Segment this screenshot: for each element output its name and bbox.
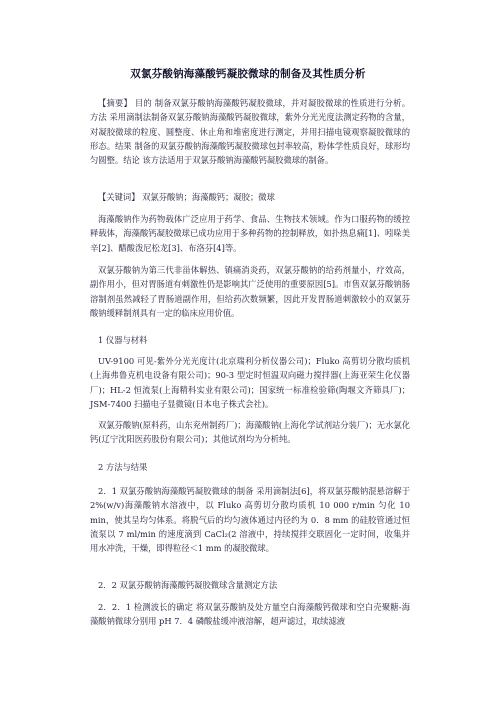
method-2-2-1-paragraph: 2．2．1 检测波长的确定 将双氯芬酸钠及处方量空白海藻酸钙微球和空白壳聚糖-海藻酸钠微球分别用 pH 7．4 磷酸盐缓冲液溶解，超声滤过，取续滤液 xyxy=(90,602,410,627)
materials-paragraph: 双氯芬酸钠(原料药，山东兖州制药厂)；海藻酸钠(上海化学试剂站分装厂)；无水氯化钙(辽宁沈阳医药股份有限公司)；其他试剂均为分析纯。 xyxy=(90,420,410,445)
instruments-paragraph: UV-9100 可见-紫外分光光度计(北京瑞利分析仪器公司)；Fluko 高剪切分散均质机(上海弗鲁克机电设备有限公司)；90-3 型定时恒温双向磁力搅拌器(上海亚荣生化仪器厂)；HL-2 恒流泵(上海精科实业有限公司)；国家统一标准检验筛(陶堰文齐筛具厂)；JSM-7400 扫描电子显微镜(日本电子株式会社)。 xyxy=(90,356,410,409)
intro-paragraph-2: 双氯芬酸钠为第三代非甾体解热、镇痛消炎药，双氯芬酸钠的给药剂量小，疗效高，副作用小，但对胃肠道有刺激性仍是影响其广泛使用的重要原因[5]。市售双氯芬酸钠肠溶制剂虽然减轻了胃肠道副作用，但给药次数频繁，因此开发胃肠道刺激较小的双氯芬酸钠缓释制剂具有一定的临床应用价值。 xyxy=(90,265,410,318)
keywords: 【关键词】 双氯芬酸钠；海藻酸钙；凝胶；微球 xyxy=(98,192,275,202)
section-heading-1: 1 仪器与材料 xyxy=(98,335,148,345)
paper-title: 双氯芬酸钠海藻酸钙凝胶微球的制备及其性质分析 xyxy=(130,68,366,80)
section-heading-2: 2 方法与结果 xyxy=(98,462,148,472)
intro-paragraph-1: 海藻酸钠作为药物载体广泛应用于药学、食品、生物技术领域。作为口服药物的缓控释载体，海藻酸钙凝胶微球已成功应用于多种药物的控制释放，如扑热息痛[1]、吲哚美辛[2]、醋酸泼尼松龙[3]、布洛芬[4]等。 xyxy=(90,214,410,253)
abstract: 【摘要】 目的 制备双氯芬酸钠海藻酸钙凝胶微球，并对凝胶微球的性质进行分析。方法 采用滴制法制备双氯芬酸钠海藻酸钙凝胶微球，紫外分光光度法测定药物的含量，对凝胶微球的粒度、圆整度、休止角和堆密度进行测定，并用扫描电镜观察凝胶微球的形态。结果 制备的双氯芬酸钠海藻酸钙凝胶微球包封率较高，粉体学性质良好，球形均匀圆整。结论 该方法适用于双氯芬酸钠海藻酸钙凝胶微球的制备。 xyxy=(90,98,410,166)
section-heading-2-2: 2．2 双氯芬酸钠海藻酸钙凝胶微球含量测定方法 xyxy=(98,580,278,590)
method-2-1-paragraph: 2．1 双氯芬酸钠海藻酸钙凝胶微球的制备 采用滴制法[6]，将双氯芬酸钠混悬溶解于 2%(w/v)海藻酸钠水溶液中，以 Fluko 高剪切分散均质机 10 000 r/min 匀化 10 min，使其呈均匀体系。将脱气后的均匀液体通过内径约为 0．8 mm 的硅胶管通过恒流泵以 7 ml/min 的速度滴到 CaCl₂(2 溶液中，持续搅拌交联固化一定时间，收集并用水冲洗，干燥，即得粒径＜1 mm 的凝胶微球。 xyxy=(90,486,410,554)
